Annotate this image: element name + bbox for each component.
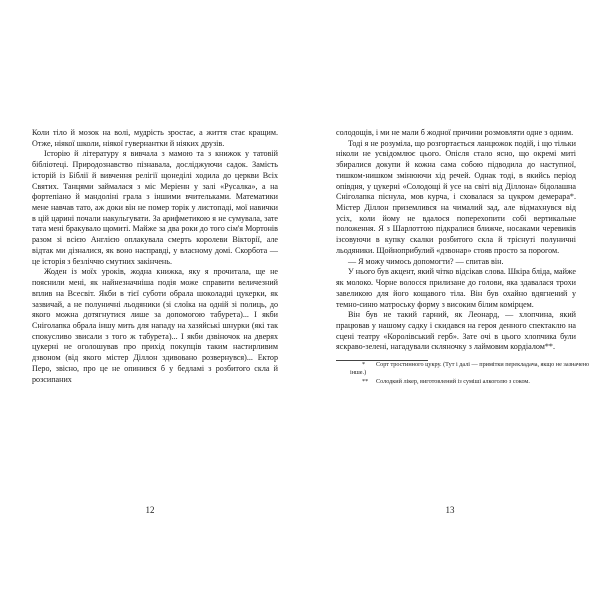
paragraph: Коли тіло й мозок на волі, мудрість зростає, а життя стає кращим. Отже, ніякої школи, ніякої гувернантки й ніяких друзів. <box>32 128 278 148</box>
footnote-text: Солодкий лікер, виготовлений із суміші алкоголю з соком. <box>376 377 530 385</box>
paragraph: Жоден із моїх уроків, жодна книжка, яку я прочитала, ще не пояснили мені, як найнезначніша подія може справити величезний вплив на Всесвіт. Якби в тієї суботи обрала шоколадні цукерки, як зазвичай, а не полуничні льодяники (зі слоїка на одній зі полиць, до якого можна дотягнутися лише за допомогою табурета)... І якби Сніголапка обрала іншу мить для нападу на хазяйські шнурки (які так спокусливо звисали з того ж табурета)... І якби дзвіночок на дверях цукерні не оголошував про прихід покупців таким настирливим дзвоном (від якого містер Діллон здивовано розвернувся)... Ектор Перо, звісно, про це не опинився б у бедламі з розбитого скла й розсипаних <box>32 267 278 384</box>
paragraph: Тоді я не розуміла, що розгортається ланцюжок подій, і що тільки ніколи не усвідомлює цього. Опісля стало ясно, що окремі миті збиралися докупи й кожна сама собою підводила до наступної, тишком-нишком змінюючи хід речей. Однак тоді, в якийсь період опівдня, у цукерні «Солодощі й усе на світі від Діллона» бідолашна Сніголапка піснула, мов курча, і сховалася за цукром демерара*. Містер Діллон приземлився на чималий зад, але відмахнувся від усіх, коли йому не вдалося поперехопити собі вертикальне положення. Я з Шарлоттою підкралися ближче, носаками черевиків ізсовуючи в купку скалки розбитого скла й тріснуті полуничні льодяники. Щойноприбулий «дзвонар» стояв просто за порогом. <box>336 138 576 255</box>
footnote-text: Сорт тростинного цукру. (Тут і далі — примітки перекладача, якщо не зазначено інше.) <box>350 361 590 377</box>
paragraph: Він був не такий гарний, як Леонард, — хлопчина, який працював у нашому садку і скидався на героя денного спектаклю на сцені театру «Королівський герб». Зате очі в цього хлопчика були яскраво-зелені, нагадували скляночку з лаймовим кордіалом**. <box>336 310 576 352</box>
right-page <box>300 0 600 600</box>
footnote <box>336 378 590 386</box>
footnote-mark: * <box>362 361 366 369</box>
footnote-mark: ** <box>362 377 369 385</box>
left-page-text <box>32 128 278 385</box>
page-number: 13 <box>445 505 455 515</box>
paragraph: — Я можу чимось допомогти? — спитав він. <box>348 256 504 266</box>
page-number: 12 <box>145 505 155 515</box>
right-page-text <box>336 128 590 386</box>
paragraph: Історію й літературу я вивчала з мамою та з книжок у татовій бібліотеці. Природознавство пізнавала, досліджуючи садок. Замість історій із Біблії й вивчення релігії щонеділі ходила до церкви Всіх Святих. Танцями займалася з міс Меріенн у залі «Русалка», а на фортепіано й мандоліні грала з іншими вчительками. Математики мене навчав тато, аж доки він не помер торік у листопаді, мої навички в цій царині почали накульгувати. За арифметикою я не сумувала, зате тата мені бракувало щомиті. Майже за два роки до того сім'я Мортонів разом зі всією Англією оплакувала смерть королеви Вікторії, але відтак ми дізналися, як воно насправді, у власному домі. Скорбота — це історія з безліччю смутних закінчень. <box>32 149 278 266</box>
paragraph: У нього був акцент, який чітко відсікав слова. Шкіра бліда, майже як молоко. Чорне волосся прилизане до голови, яка здавалася трохи завеликою для його кощавого тіла. Він був охайно вдягнений у темно-синю матроську форму з високим білим комірцем. <box>336 267 576 309</box>
footnote <box>336 361 590 377</box>
paragraph: солодощів, і ми не мали б жодної причини розмовляти одне з одним. <box>336 128 574 137</box>
